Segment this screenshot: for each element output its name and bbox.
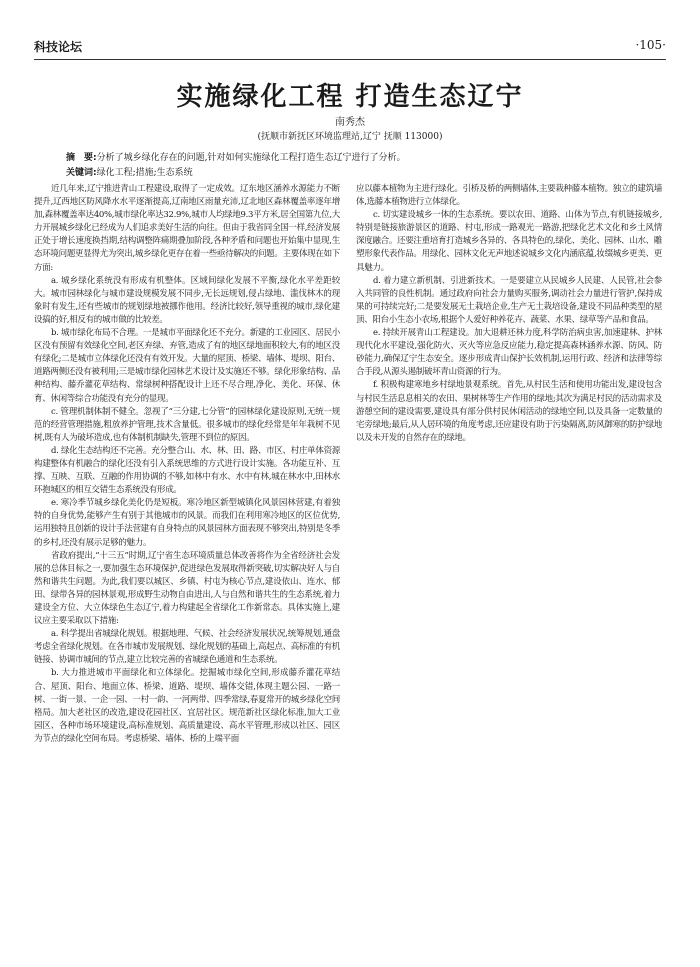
header-divider bbox=[34, 59, 666, 60]
keywords-label: 关键词: bbox=[66, 168, 97, 178]
abstract-text: 分析了城乡绿化存在的问题,针对如何实施绿化工程打造生态辽宁进行了分析。 bbox=[96, 153, 406, 163]
paragraph: e. 持续开展青山工程建设。加大退耕还林力度,科学防治病虫害,加速建林、护林现代化水平建设,强化防火、灭火等应急反应能力,稳定提高森林涵养水源、防风、防砂能力,确保辽宁生态安全。逐步形成青山保护长效机制,运用行政、经济和法律等综合手段,从源头遏制破坏青山资源的行为。 bbox=[356, 328, 662, 378]
paragraph: b. 城市绿化布局不合理。一是城市平面绿化还不充分。新建的工业园区、居民小区没有预留有效绿化空间,老区弃绿、弃管,造成了有的地区绿地面积较大,有的地区没有绿化;二是城市立体绿化还没有有效开发。大量的屋顶、桥梁、墙体、堤坝、阳台、道路两侧还没有被利用;三是城市绿化园林艺术设计及实施还不够。绿化形象结构、品种结构、藤乔灌花草结构、常绿树种搭配设计上还不尽合理,净化、美化、环保、休育、休闲等综合功能没有充分的显现。 bbox=[34, 328, 340, 404]
page-number: ·105· bbox=[635, 38, 666, 52]
section-name: 科技论坛 bbox=[34, 40, 83, 54]
left-column bbox=[34, 183, 340, 746]
keywords-text: 绿化工程;措施;生态系统 bbox=[96, 168, 193, 178]
paragraph: b. 大力推进城市平面绿化和立体绿化。挖掘城市绿化空间,形成藤乔灌花草结合、屋顶、阳台、地面立体、桥梁、道路、堤坝、墙体交错,体现主题公园、一路一树、一街一景、一企一园、一村一韵、一河两带、四季常绿,春夏常开的城乡绿化空间格局。加大老社区的改造,建设花园社区、宜居社区。规范新社区绿化标准,加大工业园区、各种市场环境建设,高标准规划、高质量建设、高水平管理,形成以社区、园区为节点的绿化空间布局。考虑桥梁、墙体、桥的上端平面 bbox=[34, 668, 340, 744]
paragraph: f. 积极构建寒地乡村绿地景观系统。首先,从村民生活和使用功能出发,建设包含与村民生活息息相关的农田、果树林等生产作用的绿地;其次为满足村民的活动需求及游憩空间的建设需要,建设具有部分供村民休闲活动的绿地空间,以及具备一定数量的宅旁绿地;最后,从人居环境的角度考虑,还应建设有助于污染隔离,防风御寒的防护绿地以及未开发的自然存在的绿地。 bbox=[356, 380, 662, 443]
abstract-block bbox=[66, 151, 634, 181]
article-author: 南秀杰 bbox=[335, 117, 365, 128]
keywords-line bbox=[66, 166, 634, 181]
paragraph: a. 科学提出省城绿化规划。根据地理、气候、社会经济发展状况,统筹规划,通盘考虑全省绿化规划。在各市城市发展规划、绿化规划的基础上,高起点、高标准的有机链接、协调市城间的节点,建立比较完善的省城绿色通道和生态系统。 bbox=[34, 629, 340, 666]
paragraph: e. 寒冷季节城乡绿化美化仍是短板。寒冷地区新型城镇化风景园林营建,有着独特的自身优势,能够产生有别于其他城市的风景。而我们在利用寒冷地区的区位优势,运用独特且创新的设计手法营建有自身特点的风景园林方面表现不够突出,特别是冬季的乡村,还没有展示足够的魅力。 bbox=[34, 498, 340, 548]
abstract-line bbox=[66, 151, 634, 166]
paragraph: 近几年来,辽宁推进青山工程建设,取得了一定成效。辽东地区涵养水源能力不断提升,辽西地区防风降水水平逐渐提高,辽南地区雨量充沛,辽北地区森林覆盖率逐年增加,森林覆盖率达40%,城市绿化率达32.9%,城市人均绿地9.3平方米,居全国第九位,大力开展城乡绿化已经成为人们追求美好生活的向往。但由于我省同全国一样,经济发展正处于增长速度换挡期,结构调整阵痛期叠加阶段,各种矛盾和问题也开始集中显现,生态环境问题更显得尤为突出,城乡绿化更存在着一些亟待解决的问题。主要体现在如下方面: bbox=[34, 184, 340, 273]
author-affiliation: (抚顺市新抚区环境监理站,辽宁 抚顺 113000) bbox=[257, 132, 443, 142]
article-title: 实施绿化工程 打造生态辽宁 bbox=[176, 82, 524, 112]
paragraph: c. 切实建设城乡一体的生态系统。要以农田、道路、山体为节点,有机链接城乡,特别是链接旅游景区的道路、村屯,形成一路观光一路游,把绿化艺术文化和乡土风情深度融合。还要注重培育打造城乡各异的、各具特色的,绿化、美化、园林、山水、雕塑形象代表作品。用绿化、园林文化无声地述说城乡文化内涵底蕴,妆缀城乡更美、更具魅力。 bbox=[356, 210, 662, 273]
paragraph: d. 绿化生态结构还不完善。充分整合山、水、林、田、路、市区、村庄单体资源构建整体有机融合的绿化还没有引入系统思维的方式进行设计实施。各功能互补、互撑、互映、互联、互融的作用协调的不够,如林中有水、水中有林,城在林水中,田林水环抱城区的相互交错生态系统没有形成。 bbox=[34, 445, 340, 496]
right-column bbox=[356, 183, 662, 445]
paragraph: 省政府提出,“十三五”时期,辽宁省生态环境质量总体改善将作为全省经济社会发展的总体目标之一,要加强生态环境保护,促进绿色发展取得新突破,切实解决好人与自然和谐共生问题。为此,我们要以城区、乡镇、村屯为核心节点,建设依山、连水、郁田、绿带各异的园林景观,形成野生动物自由进出,人与自然和谐共生的生态系统,着力建设全方位、大立体绿色生态辽宁,着力构建起全省绿化工作新常态。具体实施上,建议应主要采取以下措施: bbox=[34, 550, 340, 627]
running-header bbox=[34, 38, 666, 56]
paragraph: a. 城乡绿化系统没有形成有机整体。区域间绿化发展不平衡,绿化水平差距较大。城市园林绿化与城市建设规模发展不同步,无长远规划,侵占绿地、滥伐林木的现象时有发生,还有些城市的规划绿地被挪作他用。经济比较好,领导重视的城市,绿化建设搞的好,相反有的城市做的比较差。 bbox=[34, 275, 340, 325]
abstract-label: 摘 要: bbox=[66, 153, 97, 163]
paragraph: d. 着力建立新机制、引进新技术。一是要建立从民城乡人民建、人民管,社会参入共同管的良性机制。通过政府向社会力量购买服务,调动社会力量进行管护,保持成果的可持续完好;二是要发展无土栽培企业,生产无土栽培设备,建设不同品种类型的屋顶、阳台小生态小农场,根据个人爱好种养花卉、蔬菜、水果、绿草等产品和食品。 bbox=[356, 275, 662, 325]
paragraph: 应以藤本植物为主进行绿化。引桥及桥的两侧墙体,主要栽种藤本植物。独立的建筑墙体,选藤本植物进行立体绿化。 bbox=[356, 184, 662, 208]
paragraph: c. 管理机制体制不健全。忽视了“三分建,七分管”的园林绿化建设原则,无统一规范的经营管理措施,粗放养护管理,技术含量低。很多城市的绿化经常是年年栽树不见树,既有人为破坏造成,也有体制机制缺失,管理不到位的原因。 bbox=[34, 406, 340, 443]
